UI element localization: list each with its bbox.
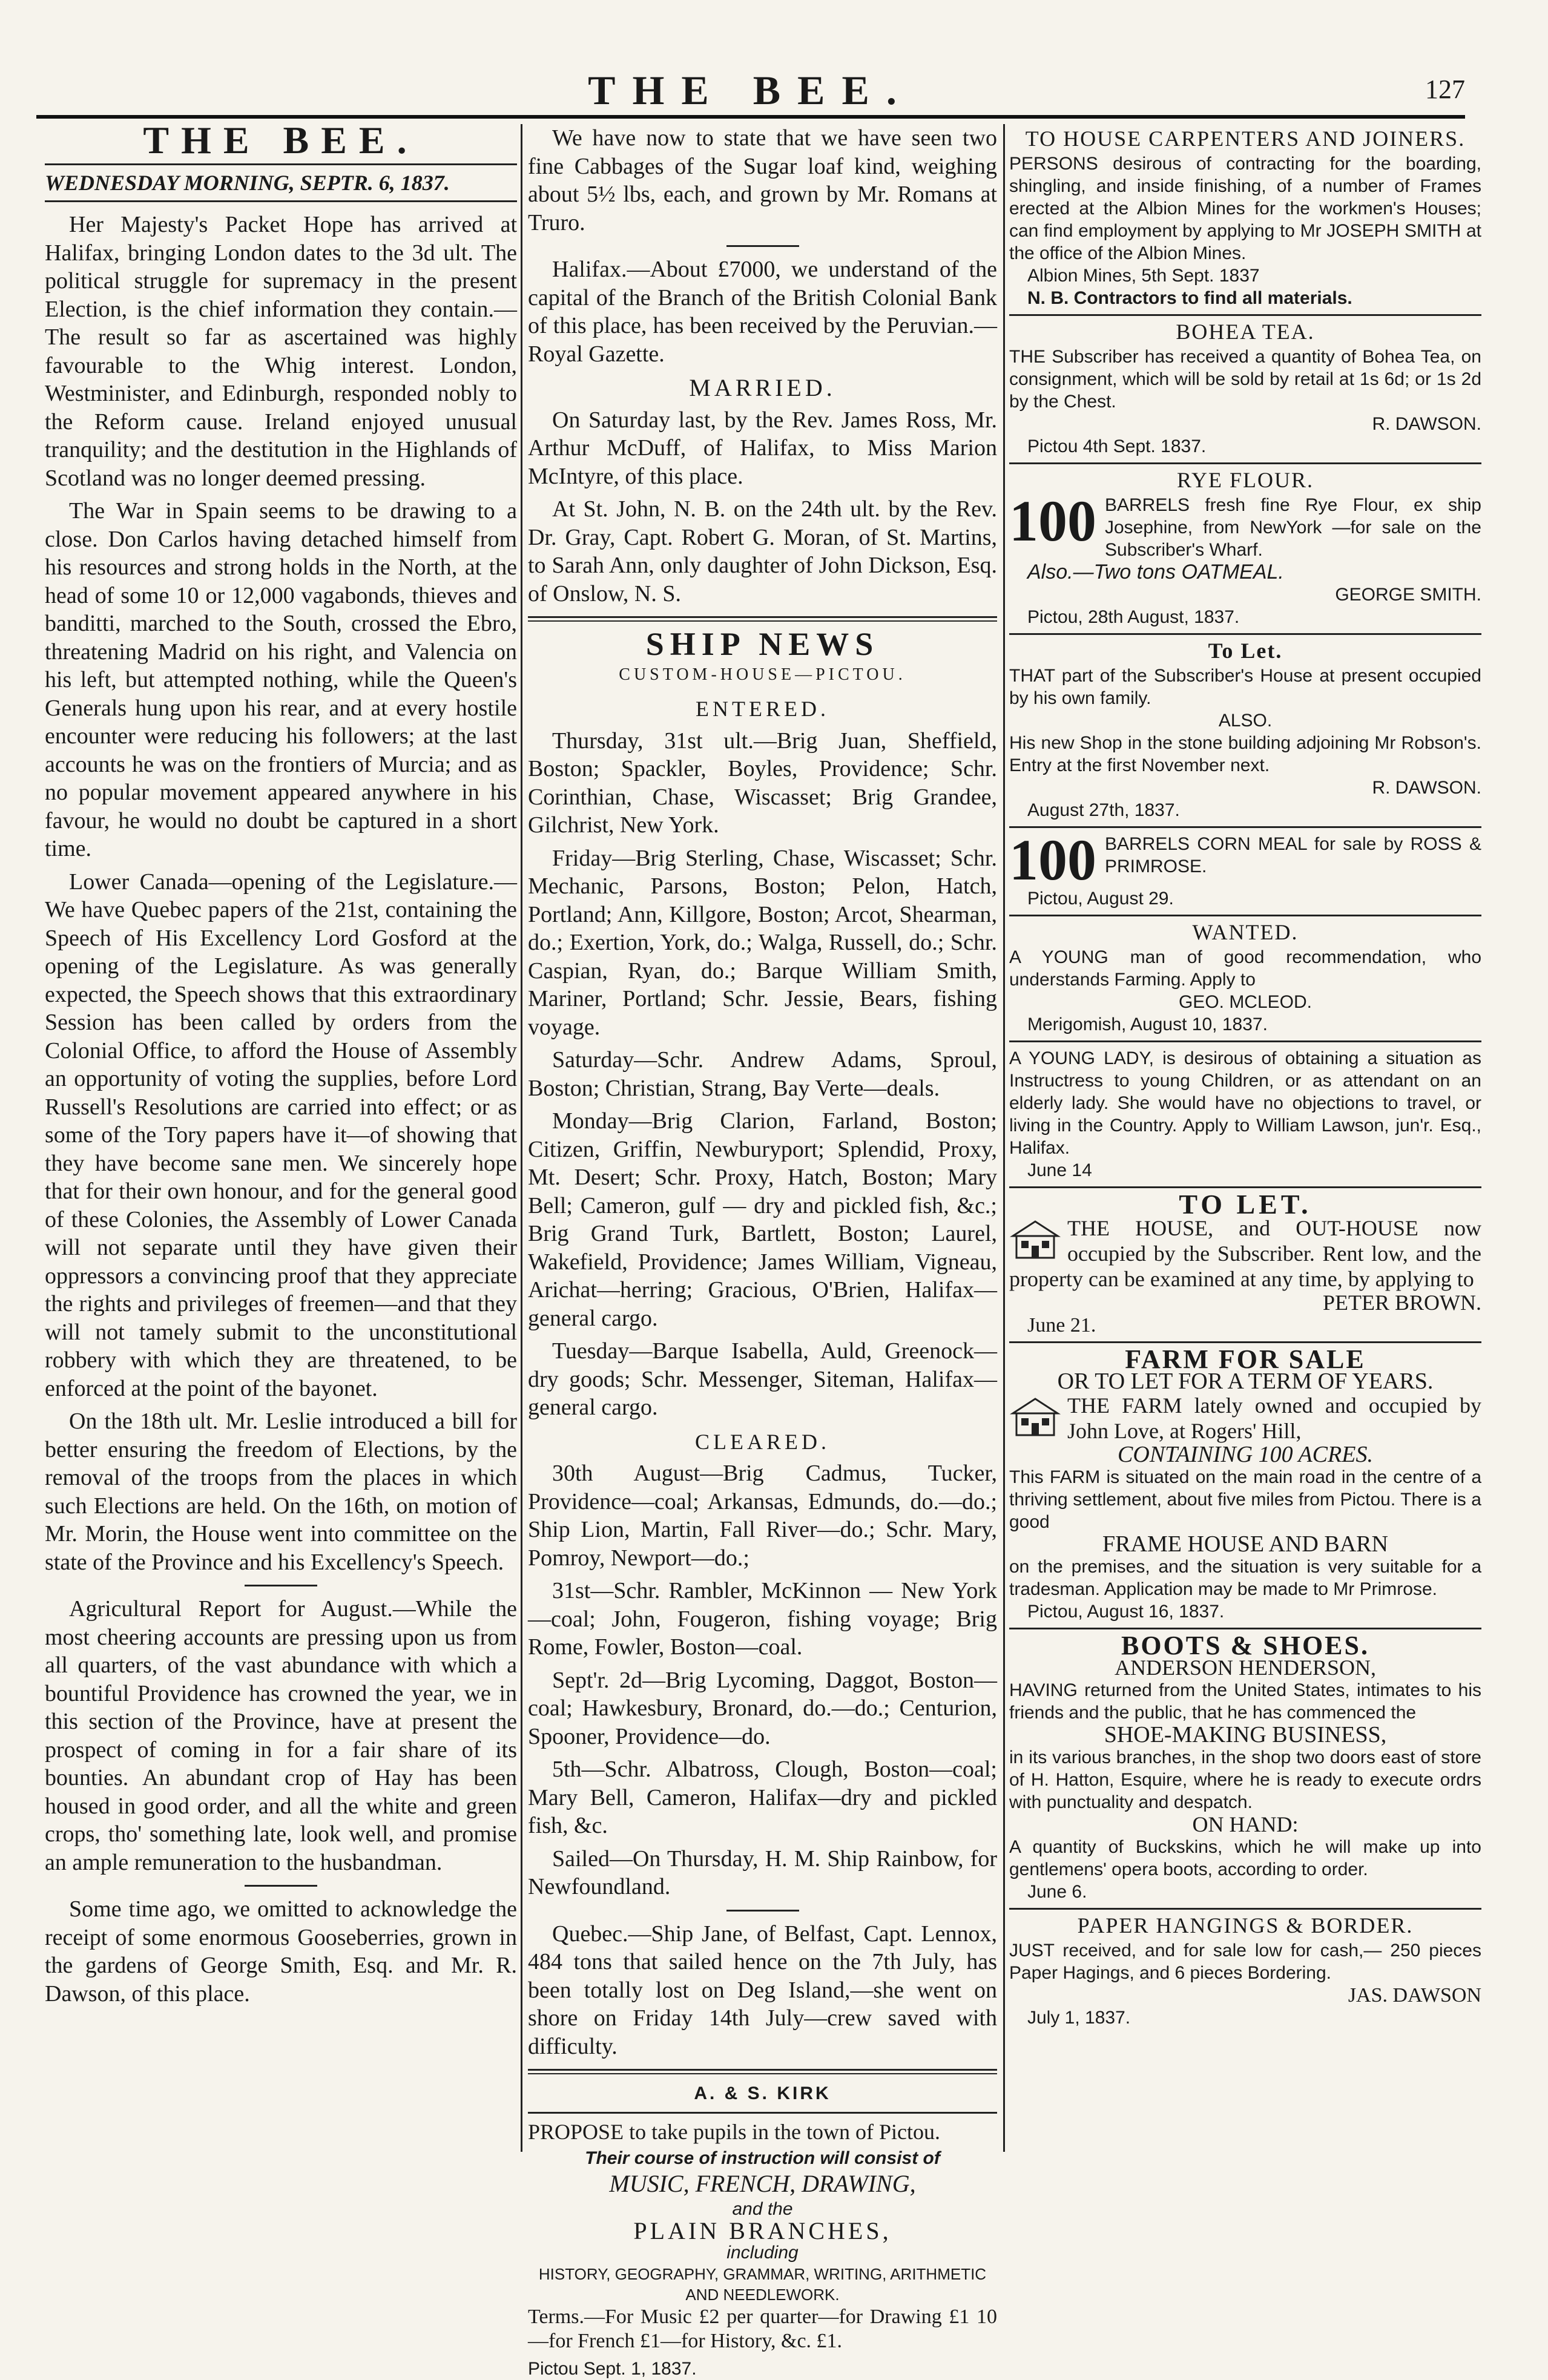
house-to-let-block: [1009, 1215, 1481, 1292]
boots-advert: [1009, 1631, 1481, 1910]
wanted-signature: GEO. MCLEOD.: [1178, 992, 1313, 1012]
married-heading: MARRIED.: [689, 374, 836, 401]
house-to-let-body: THE HOUSE, and OUT-HOUSE now occupied by the Subscriber. Rent low, and the property can be examined at any time, by applying to: [1009, 1216, 1481, 1291]
kirk-terms: Terms.—For Music £2 per quarter—for Drawing £1 10—for French £1—for History, &c. £1.: [528, 2306, 997, 2352]
farm-block: [1009, 1393, 1481, 1444]
ship-sailed: Sailed—On Thursday, H. M. Ship Rainbow, for Newfoundland.: [528, 1846, 997, 1899]
ship-cleared: 31st—Schr. Rambler, McKinnon — New York —coal; John, Fougeron, fishing voyage; Brig Rome, Fowler, Boston—coal.: [528, 1578, 997, 1660]
kirk-and: and the: [732, 2199, 793, 2219]
wanted-date: Merigomish, August 10, 1837.: [1027, 1014, 1268, 1034]
farm-situated: This FARM is situated on the main road in the centre of a thriving settlement, about five miles from Pictou. There is a good: [1009, 1467, 1481, 1532]
boots-business: SHOE-MAKING BUSINESS,: [1104, 1722, 1387, 1747]
farm-premises: on the premises, and the situation is very suitable for a tradesman. Application may be made to Mr Primrose.: [1009, 1557, 1481, 1599]
article-cabbages: We have now to state that we have seen two fine Cabbages of the Sugar loaf kind, weighing about 5½ lbs, each, and grown by Mr. Romans at Truro.: [528, 125, 997, 235]
wanted-advert: [1009, 921, 1481, 1042]
article-agricultural-report: Agricultural Report for August.—While the most cheering accounts are pressing upon us from all quarters, of the vast abundance with which a bountiful Providence has crowned the year, we in this section of the Province, have at present the prospect of coming in for a fair share of its bounties. An abundant crop of Hay has been housed in good order, and all the white and green crops, tho' something late, look well, and promise an ample remuneration to the husbandman.: [45, 1596, 517, 1875]
kirk-including: including: [726, 2243, 799, 2263]
paper-hangings-advert: [1009, 1915, 1481, 2029]
entered-heading: ENTERED.: [696, 697, 829, 721]
young-lady-advert: [1009, 1047, 1481, 1188]
column-1: [45, 119, 517, 2013]
separator: [726, 245, 799, 247]
paper-signature: JAS. DAWSON: [1348, 1984, 1481, 2007]
paper-heading: PAPER HANGINGS & BORDER.: [1077, 1913, 1414, 1938]
paper-body: JUST received, and for sale low for cash,— 250 pieces Paper Hagings, and 6 pieces Bordering.: [1009, 1941, 1481, 1983]
column-2: [528, 124, 997, 2380]
carpenters-date: Albion Mines, 5th Sept. 1837: [1027, 266, 1260, 286]
ship-news-heading: [528, 626, 997, 662]
kirk-plain-branches: PLAIN BRANCHES,: [633, 2217, 892, 2244]
kirk-advert: [528, 2083, 997, 2380]
to-let-shop: His new Shop in the stone building adjoining Mr Robson's. Entry at the first November next.: [1009, 733, 1481, 775]
dateline: WEDNESDAY MORNING, SEPTR. 6, 1837.: [45, 163, 517, 203]
separator: [245, 1585, 317, 1586]
article-lower-canada: Lower Canada—opening of the Legislature.—We have Quebec papers of the 21st, containing the Speech of His Excellency Lord Gosford at the opening of the Legislature. As was generally expected, the Speech shows that this extraordinary Session has been called by orders from the Colonial Office, to afford the House of Assembly an opportunity of voting the supplies, before Lord Russell's Resolutions are carried into effect; or as some of the Tory papers have it—of showing that they have become sane men. We sincerely hope that for their own honour, and for the general good of these Colonies, the Assembly of Lower Canada will not separate until they have given their oppressors a convincing proof that they appreciate the rights and privileges of freemen—and that they will not tamely submit to the unconstitutional robbery with which they are threatened, to be enforced at the point of the bayonet.: [45, 869, 517, 1401]
column-divider-2: [1003, 124, 1005, 2152]
house-to-let-heading: TO LET.: [1179, 1189, 1312, 1220]
tea-advert: [1009, 321, 1481, 464]
corn-date: Pictou, August 29.: [1027, 889, 1174, 909]
boots-body: HAVING returned from the United States, intimates to his friends and the public, that he has commenced the: [1009, 1680, 1481, 1723]
article-packet: Her Majesty's Packet Hope has arrived at Halifax, bringing London dates to the 3d ult. The political struggle for supremacy in the present Election, is the chief information they contain.— The result so far as ascertained was highly favourable to the Whig interest. London, Westminister, and Edinburgh, responded nobly to the Reform cause. Ireland enjoyed unusual tranquility; and the destitution in the Highlands of Scotland was no longer deemed pressing.: [45, 212, 517, 491]
house-to-let-advert: [1009, 1189, 1481, 1343]
rye-heading: RYE FLOUR.: [1176, 468, 1314, 492]
ship-entry: Saturday—Schr. Andrew Adams, Sproul, Boston; Christian, Strang, Bay Verte—deals.: [528, 1047, 997, 1101]
rule: [528, 2112, 997, 2114]
rye-date: Pictou, 28th August, 1837.: [1027, 607, 1240, 627]
ship-entry: Friday—Brig Sterling, Chase, Wiscasset; Schr. Mechanic, Parsons, Boston; Pelon, Hatch, Portland; Ann, Killgore, Boston; Arcot, Shearman, do.; Exertion, York, do.; Walga, Russell, do.; Schr. Caspian, Ryan, do.; Barque William Smith, Mariner, Portland; Schr. Jessie, Bears, fishing voyage.: [528, 845, 997, 1040]
boots-date: June 6.: [1027, 1882, 1087, 1902]
tea-signature: R. DAWSON.: [1372, 414, 1481, 434]
masthead-title: THE BEE.: [588, 67, 914, 113]
article-spain: The War in Spain seems to be drawing to a close. Don Carlos having detached himself from his resources and strong holds in the North, at the head of some 10 or 12,000 vagabonds, thieves and banditti, marched to the South, crossed the Ebro, threatening Madrid on his right, and Valencia on his left, but attempted nothing, while the Queen's Generals hung upon his rear, and at every hostile encounter were reducing his followers; at the last accounts he was on the frontiers of Murcia; and as no popular movement appeared anywhere in his favour, he would no doubt be captured in a short time.: [45, 498, 517, 861]
young-lady-date: June 14: [1027, 1160, 1092, 1180]
section-title: THE BEE.: [143, 119, 419, 162]
to-let-date: August 27th, 1837.: [1027, 800, 1180, 820]
carpenters-heading: TO HOUSE CARPENTERS AND JOINERS.: [1025, 127, 1466, 151]
tea-date: Pictou 4th Sept. 1837.: [1027, 436, 1207, 456]
boots-name: ANDERSON HENDERSON,: [1114, 1655, 1377, 1680]
carpenters-note: N. B. Contractors to find all materials.: [1027, 288, 1352, 308]
to-let-also: ALSO.: [1218, 711, 1273, 731]
separator: [245, 1885, 317, 1887]
column-divider-1: [521, 124, 522, 2152]
marriage-notice: On Saturday last, by the Rev. James Ross, Mr. Arthur McDuff, of Halifax, to Miss Marion McIntyre, of this place.: [528, 407, 997, 489]
article-quebec: Quebec.—Ship Jane, of Belfast, Capt. Lennox, 484 tons that sailed hence on the 7th July, has been totally lost on Deg Island,—she went on shore on Friday 14th July—crew saved with difficulty.: [528, 1921, 997, 2059]
kirk-date: Pictou Sept. 1, 1837.: [528, 2359, 697, 2379]
boots-branches: in its various branches, in the shop two doors east of store of H. Hatton, Esquire, where he is ready to execute ordrs with punctuality and despatch.: [1009, 1747, 1481, 1812]
article-leslie-bill: On the 18th ult. Mr. Leslie introduced a bill for better ensuring the freedom of Elections, by the removal of the troops from the places in which such Elections are held. On the 16th, on motion of Mr. Morin, the House went into committee on the state of the Province and his Excellency's Speech.: [45, 1409, 517, 1575]
ship-entry: Monday—Brig Clarion, Farland, Boston; Citizen, Griffin, Newburyport; Splendid, Proxy, Mt. Desert; Schr. Proxy, Hatch, Boston; Mary Bell; Cameron, gulf — dry and pickled fish, &c.; Brig Grand Turk, Bartlett, Boston; Laurel, Wakefield, Providence; James William, Vigneau, Arichat—herring; Gracious, O'Brien, Halifax—general cargo.: [528, 1108, 997, 1331]
marriage-notice: At St. John, N. B. on the 24th ult. by the Rev. Dr. Gray, Capt. Robert G. Moran, of St. Martins, to Sarah Ann, only daughter of John Dickson, Esq. of Onslow, N. S.: [528, 496, 997, 607]
corn-quantity: 100: [1009, 833, 1096, 887]
boots-stock: A quantity of Buckskins, which he will make up into gentlemens' opera boots, according to order.: [1009, 1837, 1481, 1879]
wanted-body: A YOUNG man of good recommendation, who understands Farming. Apply to: [1009, 947, 1481, 990]
corn-block: [1009, 833, 1481, 887]
farmhouse-icon: [1009, 1395, 1061, 1438]
kirk-body: PROPOSE to take pupils in the town of Pictou.: [528, 2120, 941, 2144]
rye-body: BARRELS fresh fine Rye Flour, ex ship Josephine, from NewYork —for sale on the Subscriber's Wharf.: [1105, 495, 1481, 560]
rye-advert: [1009, 469, 1481, 635]
rye-also: Also.—Two tons OATMEAL.: [1027, 560, 1284, 583]
farm-house-barn: FRAME HOUSE AND BARN: [1102, 1531, 1388, 1557]
to-let-advert: [1009, 640, 1481, 828]
ship-news-title: SHIP NEWS: [645, 626, 880, 662]
ship-cleared: 5th—Schr. Albatross, Clough, Boston—coal; Mary Bell, Cameron, Halifax—dry and pickled fish, &c.: [528, 1757, 997, 1838]
ship-entry: Thursday, 31st ult.—Brig Juan, Sheffield, Boston; Spackler, Boyles, Providence; Schr. Corinthian, Chase, Wiscasset; Brig Grandee, Gilchrist, New York.: [528, 728, 997, 838]
farm-containing: CONTAINING 100 ACRES.: [1118, 1442, 1373, 1467]
carpenters-advert: [1009, 128, 1481, 316]
kirk-subjects: HISTORY, GEOGRAPHY, GRAMMAR, WRITING, ARITHMETIC AND NEEDLEWORK.: [538, 2265, 987, 2304]
separator: [726, 1910, 799, 1912]
cleared-heading: CLEARED.: [695, 1429, 830, 1454]
custom-house-heading: CUSTOM-HOUSE—PICTOU.: [619, 665, 906, 684]
article-gooseberries: Some time ago, we omitted to acknowledge the receipt of some enormous Gooseberries, grown in the gardens of George Smith, Esq. and Mr. R. Dawson, of this place.: [45, 1896, 517, 2007]
wanted-heading: WANTED.: [1192, 920, 1299, 944]
tea-heading: BOHEA TEA.: [1176, 320, 1315, 344]
boots-heading: BOOTS & SHOES.: [1121, 1631, 1369, 1660]
page-number: 127: [1425, 74, 1465, 104]
rye-signature: GEORGE SMITH.: [1335, 585, 1481, 605]
boots-on-hand: ON HAND:: [1192, 1812, 1299, 1836]
house-to-let-date: June 21.: [1027, 1314, 1096, 1336]
tea-body: THE Subscriber has received a quantity of Bohea Tea, on consignment, which will be sold by retail at 1s 6d; or 1s 2d by the Chest.: [1009, 347, 1481, 412]
farm-body: THE FARM lately owned and occupied by John Love, at Rogers' Hill,: [1067, 1393, 1481, 1443]
farm-subheading: OR TO LET FOR A TERM OF YEARS.: [1057, 1369, 1434, 1394]
to-let-heading: To Let.: [1208, 639, 1283, 663]
to-let-signature: R. DAWSON.: [1372, 778, 1481, 798]
farm-date: Pictou, August 16, 1837.: [1027, 1602, 1225, 1622]
kirk-music: MUSIC, FRENCH, DRAWING,: [609, 2170, 916, 2197]
young-lady-body: A YOUNG LADY, is desirous of obtaining a situation as Instructress to young Children, or as attendant on an elderly lady. She would have no objections to travel, or living in the Country. Apply to William Lawson, jun'r. Esq., Halifax.: [1009, 1048, 1481, 1158]
ship-entry: Tuesday—Barque Isabella, Auld, Greenock—dry goods; Schr. Messenger, Siteman, Halifax—general cargo.: [528, 1338, 997, 1420]
kirk-course: Their course of instruction will consist of: [585, 2148, 940, 2168]
kirk-heading: A. & S. KIRK: [694, 2083, 831, 2103]
farm-advert: [1009, 1344, 1481, 1629]
corn-body: BARRELS CORN MEAL for sale by ROSS & PRIMROSE.: [1105, 834, 1481, 876]
rye-block: [1009, 494, 1481, 561]
ship-cleared: Sept'r. 2d—Brig Lycoming, Daggot, Boston—coal; Hawkesbury, Bronard, do.—do.; Centurion, Spooner, Providence—do.: [528, 1667, 997, 1749]
to-let-body: THAT part of the Subscriber's House at present occupied by his own family.: [1009, 666, 1481, 708]
double-rule: [528, 616, 997, 622]
ship-cleared: 30th August—Brig Cadmus, Tucker, Providence—coal; Arkansas, Edmunds, do.—do.; Ship Lion, Martin, Fall River—do.; Schr. Mary, Pomroy, Newport—do.;: [528, 1461, 997, 1571]
corn-meal-advert: [1009, 833, 1481, 916]
farm-heading: FARM FOR SALE: [1125, 1344, 1366, 1374]
carpenters-body: PERSONS desirous of contracting for the boarding, shingling, and inside finishing, of a number of Frames erected at the Albion Mines for the workmen's Houses; can find employment by applying to Mr JOSEPH SMITH at the office of the Albion Mines.: [1009, 154, 1481, 263]
rye-quantity: 100: [1009, 494, 1096, 553]
paper-date: July 1, 1837.: [1027, 2008, 1131, 2028]
house-to-let-signature: PETER BROWN.: [1322, 1290, 1481, 1315]
column-3: [1009, 124, 1481, 2029]
house-icon: [1009, 1218, 1061, 1260]
article-halifax: Halifax.—About £7000, we understand of the capital of the Branch of the British Colonial Bank of this place, has been received by the Peruvian.—Royal Gazette.: [528, 257, 997, 367]
double-rule: [528, 2069, 997, 2074]
